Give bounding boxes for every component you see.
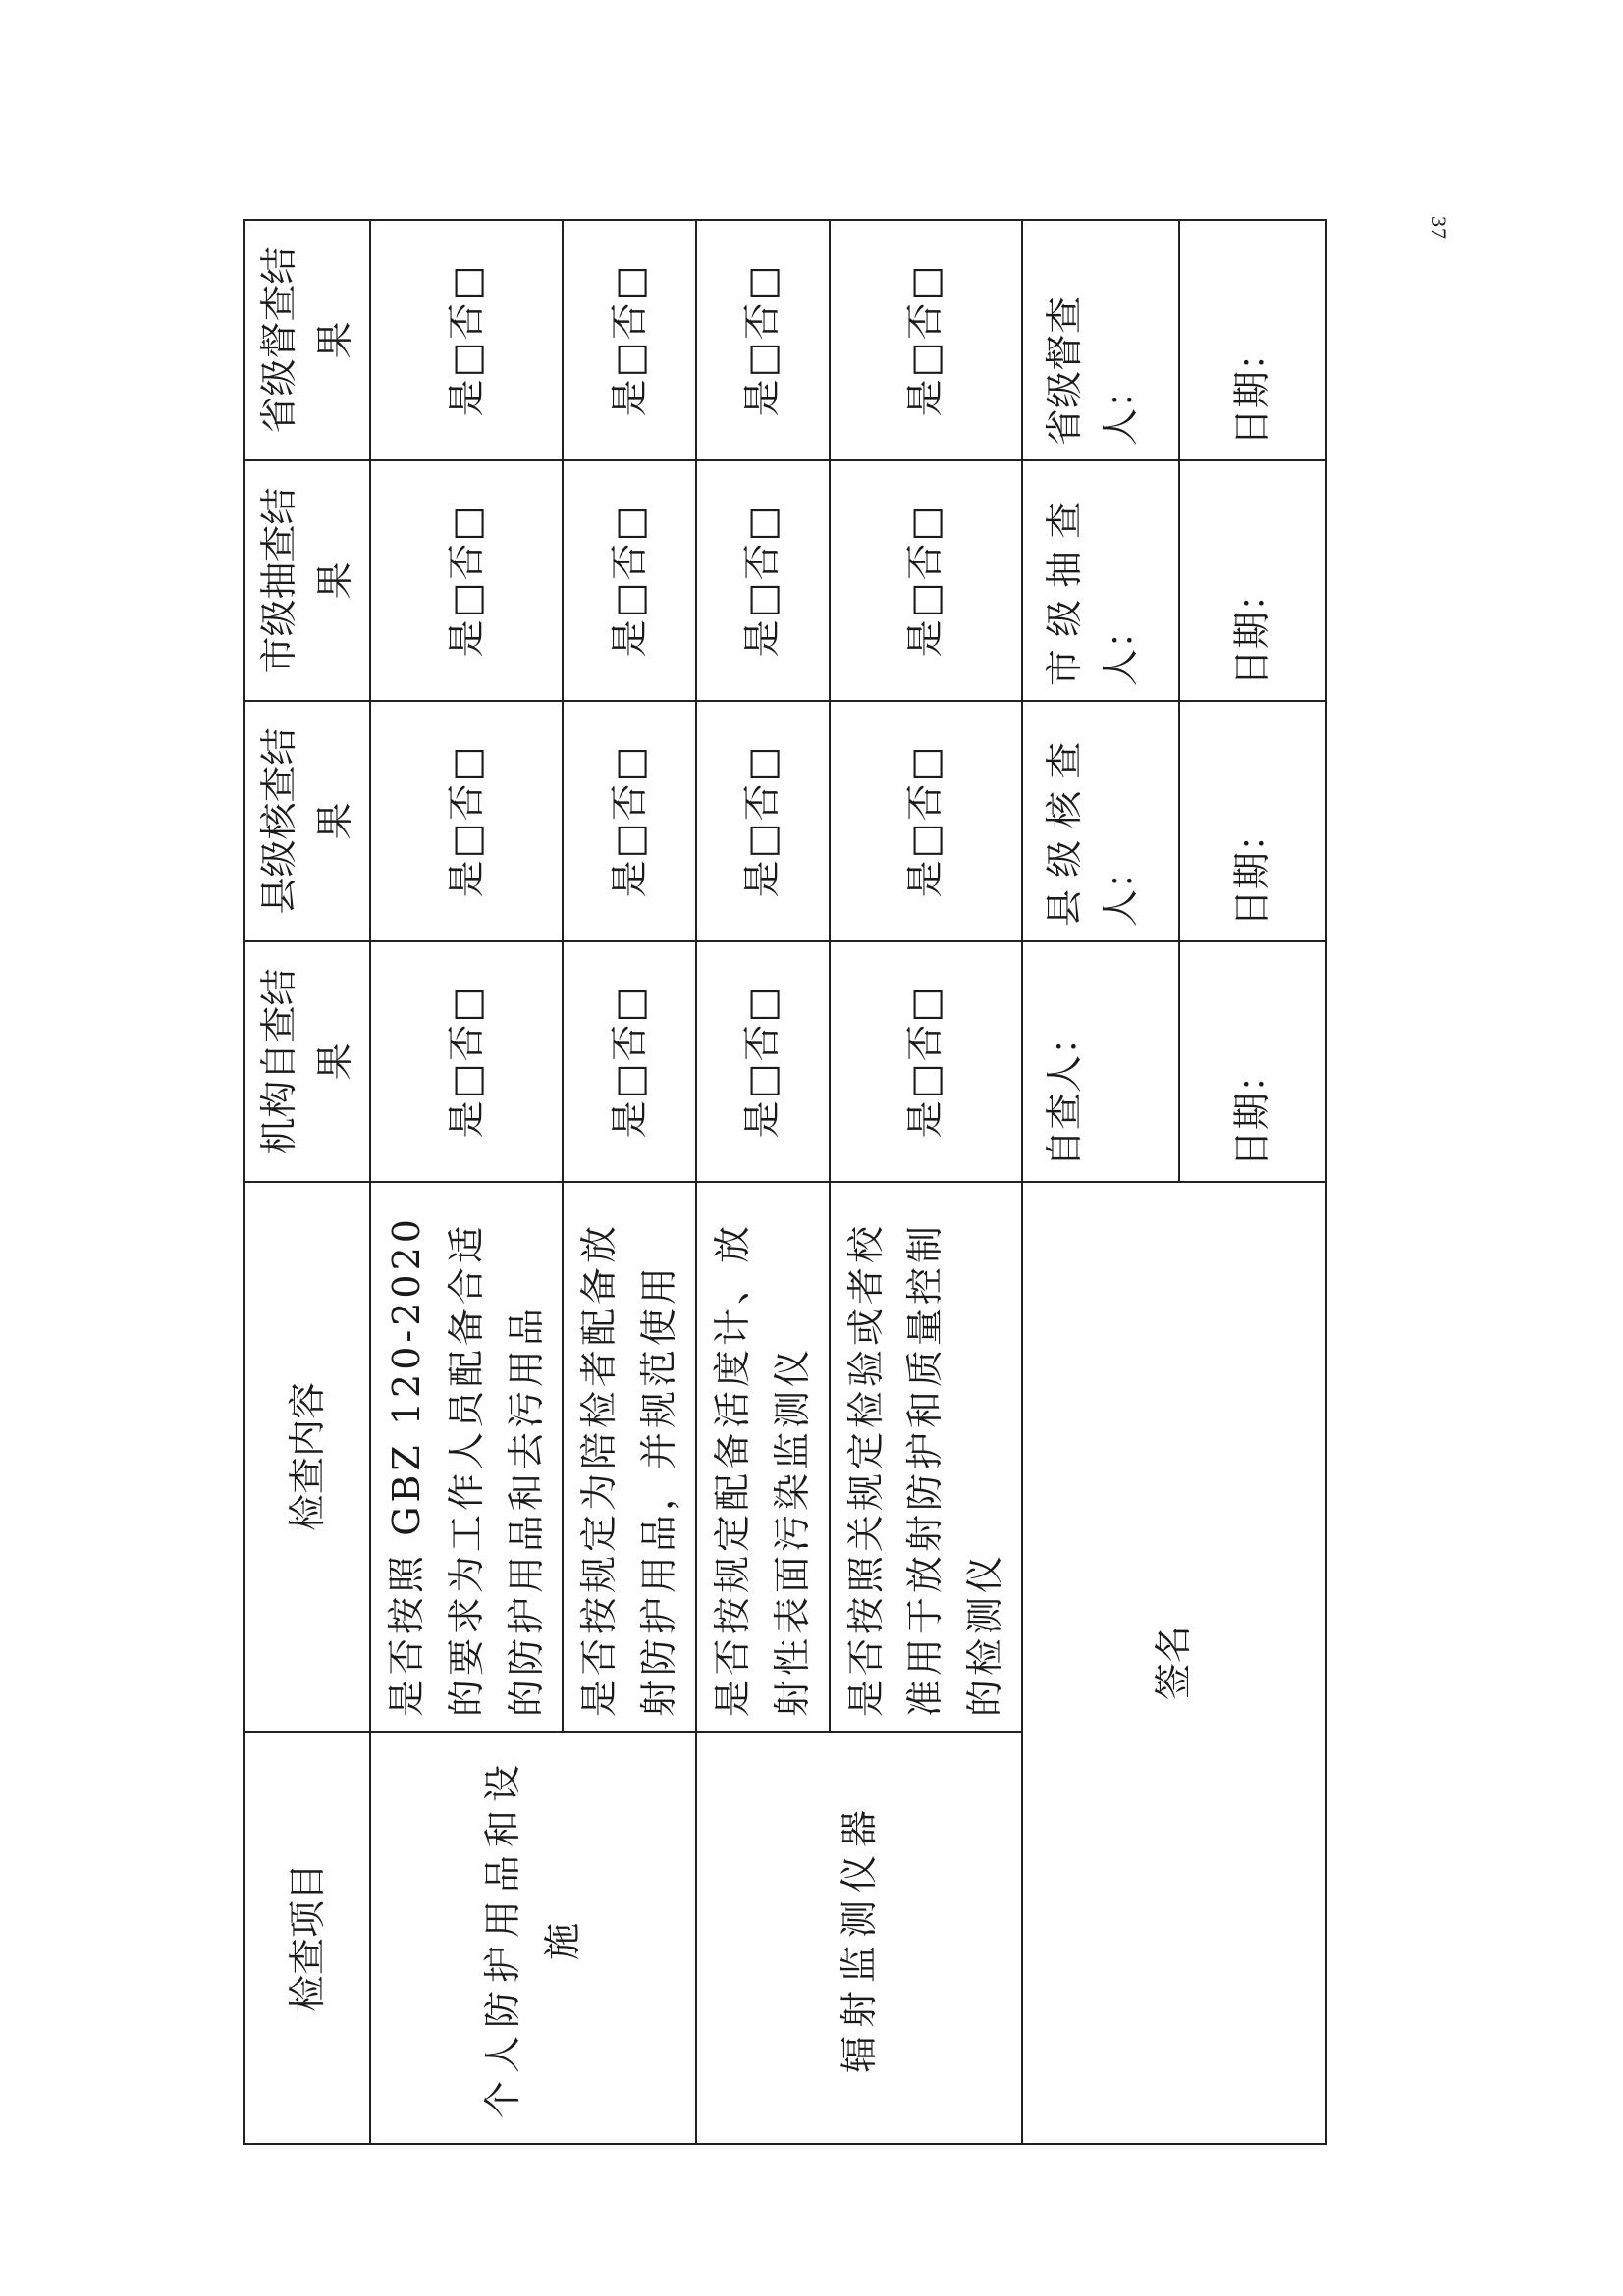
header-self-check: 机构自查结果	[244, 941, 370, 1182]
province-check-options: 是□否□	[370, 220, 563, 460]
self-checker-label: 自查人：	[1022, 941, 1179, 1182]
self-check-options: 是□否□	[563, 941, 696, 1182]
city-check-options: 是□否□	[563, 460, 696, 701]
item-cell: 个人防护用品和设施	[370, 1732, 696, 2144]
county-checker-label: 县 级 核 查 人：	[1022, 701, 1179, 941]
city-check-options: 是□否□	[696, 460, 830, 701]
province-check-options: 是□否□	[830, 220, 1022, 460]
item-cell: 辐射监测仪器	[696, 1732, 1022, 2144]
city-check-options: 是□否□	[370, 460, 563, 701]
city-checker-label: 市 级 抽 查 人：	[1022, 460, 1179, 701]
signature-row	[1022, 220, 1179, 2144]
inspection-table	[243, 219, 1327, 2145]
content-cell: 是否按照 GBZ 120-2020 的要求为工作人员配备合适的防护用品和去污用品	[370, 1182, 563, 1732]
county-check-options: 是□否□	[370, 701, 563, 941]
table-row	[370, 220, 563, 2144]
content-cell: 是否按规定配备活度计、放射性表面污染监测仪	[696, 1182, 830, 1732]
header-item: 检查项目	[244, 1732, 370, 2144]
county-date-label: 日期：	[1179, 701, 1326, 941]
signature-label: 签名	[1022, 1182, 1326, 2144]
county-check-options: 是□否□	[696, 701, 830, 941]
city-date-label: 日期：	[1179, 460, 1326, 701]
header-county-check: 县级核查结果	[244, 701, 370, 941]
content-cell: 是否按规定为陪检者配备放射防护用品，并规范使用	[563, 1182, 696, 1732]
self-check-options: 是□否□	[370, 941, 563, 1182]
header-city-check: 市级抽查结果	[244, 460, 370, 701]
table-row	[696, 220, 830, 2144]
province-checker-label: 省级督查人：	[1022, 220, 1179, 460]
self-check-options: 是□否□	[830, 941, 1022, 1182]
self-date-label: 日期：	[1179, 941, 1326, 1182]
inspection-table-rotated	[243, 221, 1274, 2145]
city-check-options: 是□否□	[830, 460, 1022, 701]
county-check-options: 是□否□	[563, 701, 696, 941]
content-cell: 是否按照关规定检验或者校准用于放射防护和质量控制的检测仪	[830, 1182, 1022, 1732]
county-check-options: 是□否□	[830, 701, 1022, 941]
page-number: 37	[1427, 216, 1451, 240]
header-province-check: 省级督查结果	[244, 220, 370, 460]
province-check-options: 是□否□	[696, 220, 830, 460]
header-row	[244, 220, 370, 2144]
self-check-options: 是□否□	[696, 941, 830, 1182]
province-check-options: 是□否□	[563, 220, 696, 460]
header-content: 检查内容	[244, 1182, 370, 1732]
province-date-label: 日期：	[1179, 220, 1326, 460]
